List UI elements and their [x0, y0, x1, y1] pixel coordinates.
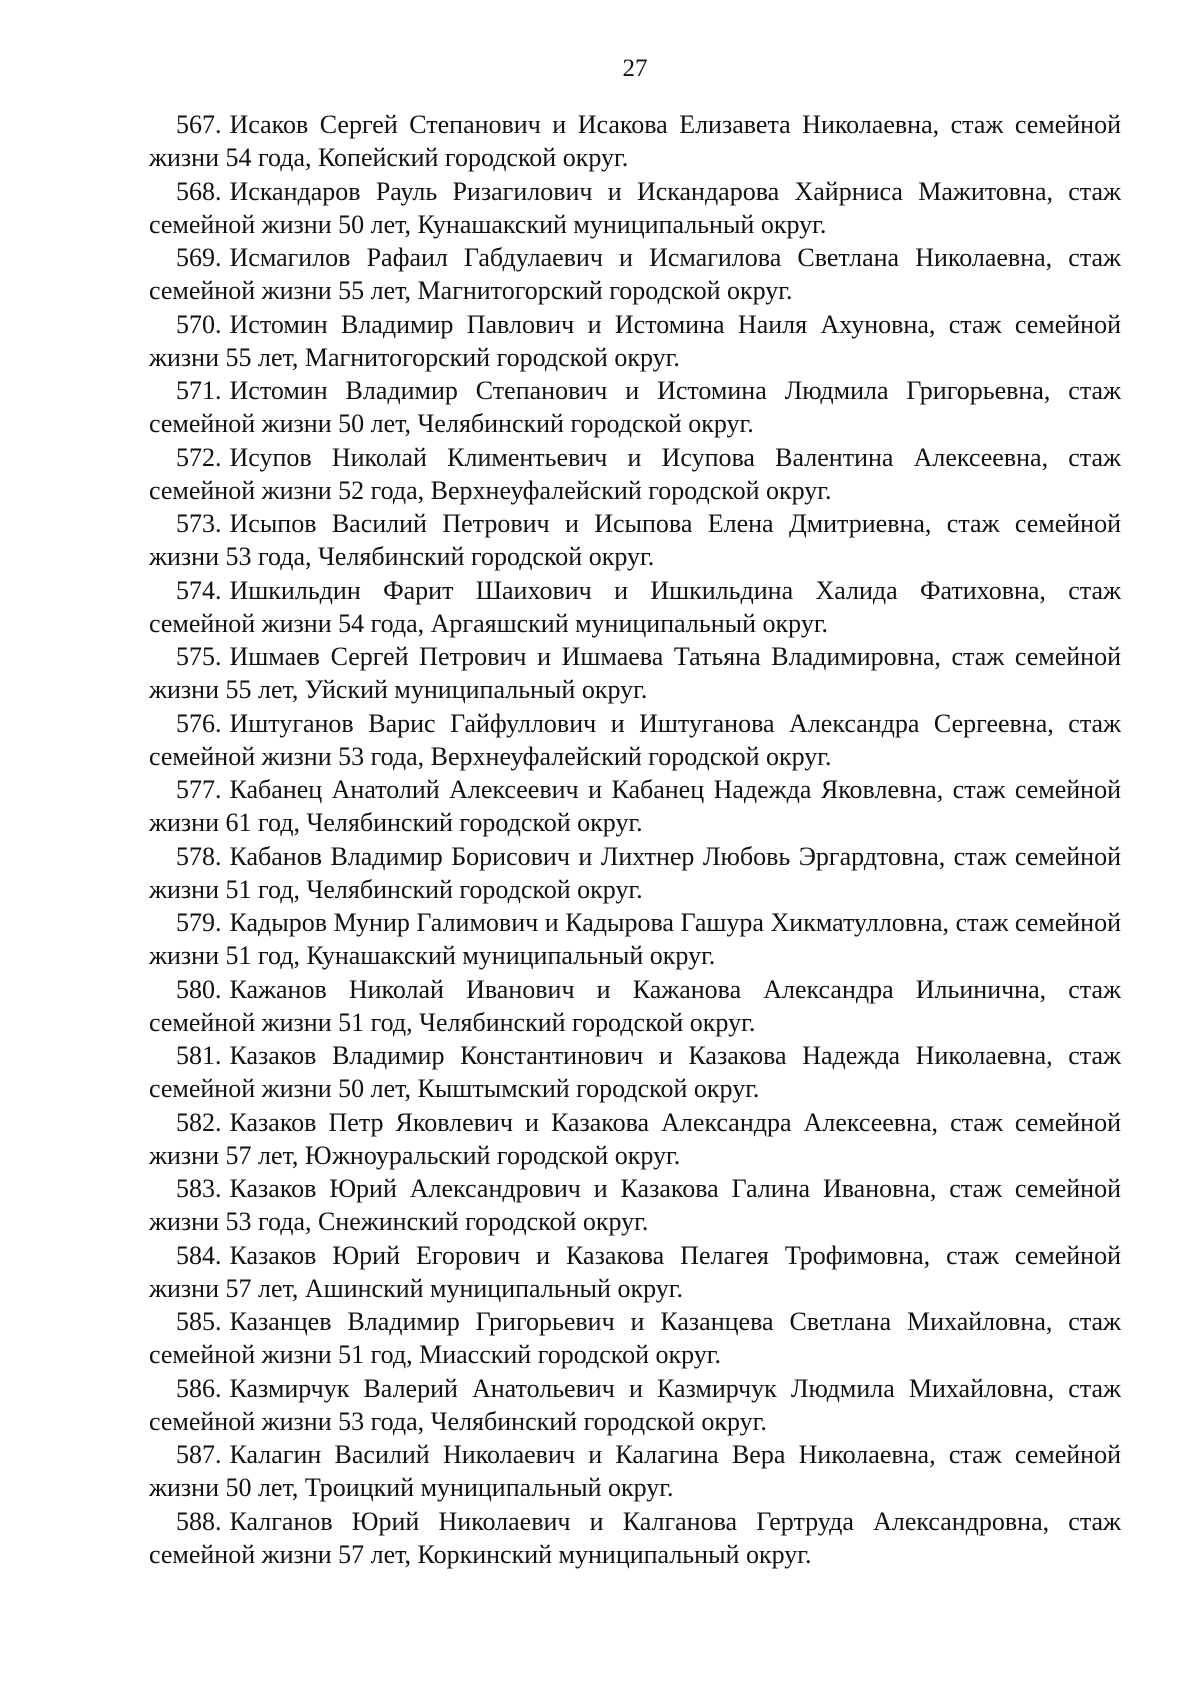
- entry-number: 569.: [176, 243, 222, 272]
- entry-number: 584.: [176, 1240, 222, 1270]
- entry-text: Казанцев Владимир Григорьевич и Казанцева Светлана Михайловна, стаж семейной жизни 51 год, Миасский городской округ.: [149, 1307, 1121, 1369]
- list-item: [149, 973, 1121, 1039]
- entry-number: 577.: [176, 775, 222, 804]
- entry-text: Казаков Юрий Александрович и Казакова Галина Ивановна, стаж семейной жизни 53 года, Снежинский городской округ.: [149, 1174, 1121, 1236]
- entry-text: Кабанов Владимир Борисович и Лихтнер Любовь Эргардтовна, стаж семейной жизни 51 год, Челябинский городской округ.: [149, 841, 1121, 904]
- entry-number: 575.: [176, 642, 222, 671]
- list-item: [149, 1438, 1121, 1504]
- entry-text: Ишкильдин Фарит Шаихович и Ишкильдина Халида Фатиховна, стаж семейной жизни 54 года, Аргаяшский муниципальный округ.: [149, 575, 1121, 638]
- entry-text: Исыпов Василий Петрович и Исыпова Елена Дмитриевна, стаж семейной жизни 53 года, Челябинский городской округ.: [149, 509, 1121, 571]
- entry-number: 588.: [176, 1506, 222, 1536]
- entry-number: 571.: [176, 376, 222, 405]
- entry-text: Исаков Сергей Степанович и Исакова Елизавета Николаевна, стаж семейной жизни 54 года, Копейский городской округ.: [149, 110, 1121, 172]
- list-item: [149, 241, 1121, 307]
- list-item: [149, 840, 1121, 906]
- list-item: [149, 1505, 1121, 1571]
- list-item: [149, 574, 1121, 640]
- entry-text: Казмирчук Валерий Анатольевич и Казмирчук Людмила Михайловна, стаж семейной жизни 53 года, Челябинский городской округ.: [149, 1373, 1121, 1436]
- list-item: [149, 1372, 1121, 1438]
- entry-number: 587.: [176, 1440, 222, 1469]
- list-item: [149, 640, 1121, 706]
- entry-number: 570.: [176, 309, 222, 339]
- entry-number: 578.: [176, 841, 222, 871]
- list-item: [149, 707, 1121, 773]
- entry-number: 572.: [176, 442, 222, 472]
- list-item: [149, 1239, 1121, 1305]
- entry-text: Казаков Владимир Константинович и Казакова Надежда Николаевна, стаж семейной жизни 50 лет, Кыштымский городской округ.: [149, 1041, 1121, 1103]
- entry-text: Кабанец Анатолий Алексеевич и Кабанец Надежда Яковлевна, стаж семейной жизни 61 год, Челябинский городской округ.: [149, 775, 1121, 837]
- entry-number: 585.: [176, 1307, 222, 1336]
- entry-number: 574.: [176, 575, 222, 605]
- entry-text: Ишмаев Сергей Петрович и Ишмаева Татьяна Владимировна, стаж семейной жизни 55 лет, Уйский муниципальный округ.: [149, 642, 1121, 704]
- list-item: [149, 374, 1121, 440]
- list-item: [149, 1039, 1121, 1105]
- list-item: [149, 773, 1121, 839]
- entry-number: 573.: [176, 509, 222, 538]
- entry-text: Истомин Владимир Степанович и Истомина Людмила Григорьевна, стаж семейной жизни 50 лет, Челябинский городской округ.: [149, 376, 1121, 438]
- entry-number: 581.: [176, 1041, 222, 1070]
- list-item: [149, 1172, 1121, 1238]
- entry-text: Исупов Николай Климентьевич и Исупова Валентина Алексеевна, стаж семейной жизни 52 года, Верхнеуфалейский городской округ.: [149, 442, 1121, 505]
- list-item: [149, 441, 1121, 507]
- entry-number: 582.: [176, 1107, 222, 1137]
- entry-number: 580.: [176, 974, 222, 1004]
- entry-text: Казаков Юрий Егорович и Казакова Пелагея Трофимовна, стаж семейной жизни 57 лет, Ашинский муниципальный округ.: [149, 1240, 1121, 1303]
- entry-number: 586.: [176, 1373, 222, 1403]
- entry-text: Исмагилов Рафаил Габдулаевич и Исмагилова Светлана Николаевна, стаж семейной жизни 55 лет, Магнитогорский городской округ.: [149, 243, 1121, 305]
- entry-text: Калганов Юрий Николаевич и Калганова Гертруда Александровна, стаж семейной жизни 57 лет, Коркинский муниципальный округ.: [149, 1506, 1121, 1569]
- list-item: [149, 1106, 1121, 1172]
- entry-number: 576.: [176, 708, 222, 738]
- entry-text: Истомин Владимир Павлович и Истомина Наиля Ахуновна, стаж семейной жизни 55 лет, Магнитогорский городской округ.: [149, 309, 1121, 372]
- list-item: [149, 906, 1121, 972]
- entry-text: Калагин Василий Николаевич и Калагина Вера Николаевна, стаж семейной жизни 50 лет, Троицкий муниципальный округ.: [149, 1440, 1121, 1502]
- list-item: [149, 108, 1121, 174]
- list-item: [149, 308, 1121, 374]
- list-item: [149, 175, 1121, 241]
- entry-text: Искандаров Рауль Ризагилович и Искандарова Хайрниса Мажитовна, стаж семейной жизни 50 лет, Кунашакский муниципальный округ.: [149, 176, 1121, 239]
- entry-text: Иштуганов Варис Гайфуллович и Иштуганова Александра Сергеевна, стаж семейной жизни 53 года, Верхнеуфалейский городской округ.: [149, 708, 1121, 771]
- entry-number: 583.: [176, 1174, 222, 1203]
- entry-list: [149, 108, 1121, 1571]
- entry-text: Кажанов Николай Иванович и Кажанова Александра Ильинична, стаж семейной жизни 51 год, Челябинский городской округ.: [149, 974, 1121, 1037]
- page-number: 27: [622, 55, 648, 82]
- entry-number: 567.: [176, 110, 222, 139]
- list-item: [149, 507, 1121, 573]
- entry-text: Казаков Петр Яковлевич и Казакова Александра Алексеевна, стаж семейной жизни 57 лет, Южноуральский городской округ.: [149, 1107, 1121, 1170]
- entry-number: 568.: [176, 176, 222, 206]
- entry-text: Кадыров Мунир Галимович и Кадырова Гашура Хикматулловна, стаж семейной жизни 51 год, Кунашакский муниципальный округ.: [149, 908, 1121, 970]
- entry-number: 579.: [176, 908, 222, 937]
- list-item: [149, 1305, 1121, 1371]
